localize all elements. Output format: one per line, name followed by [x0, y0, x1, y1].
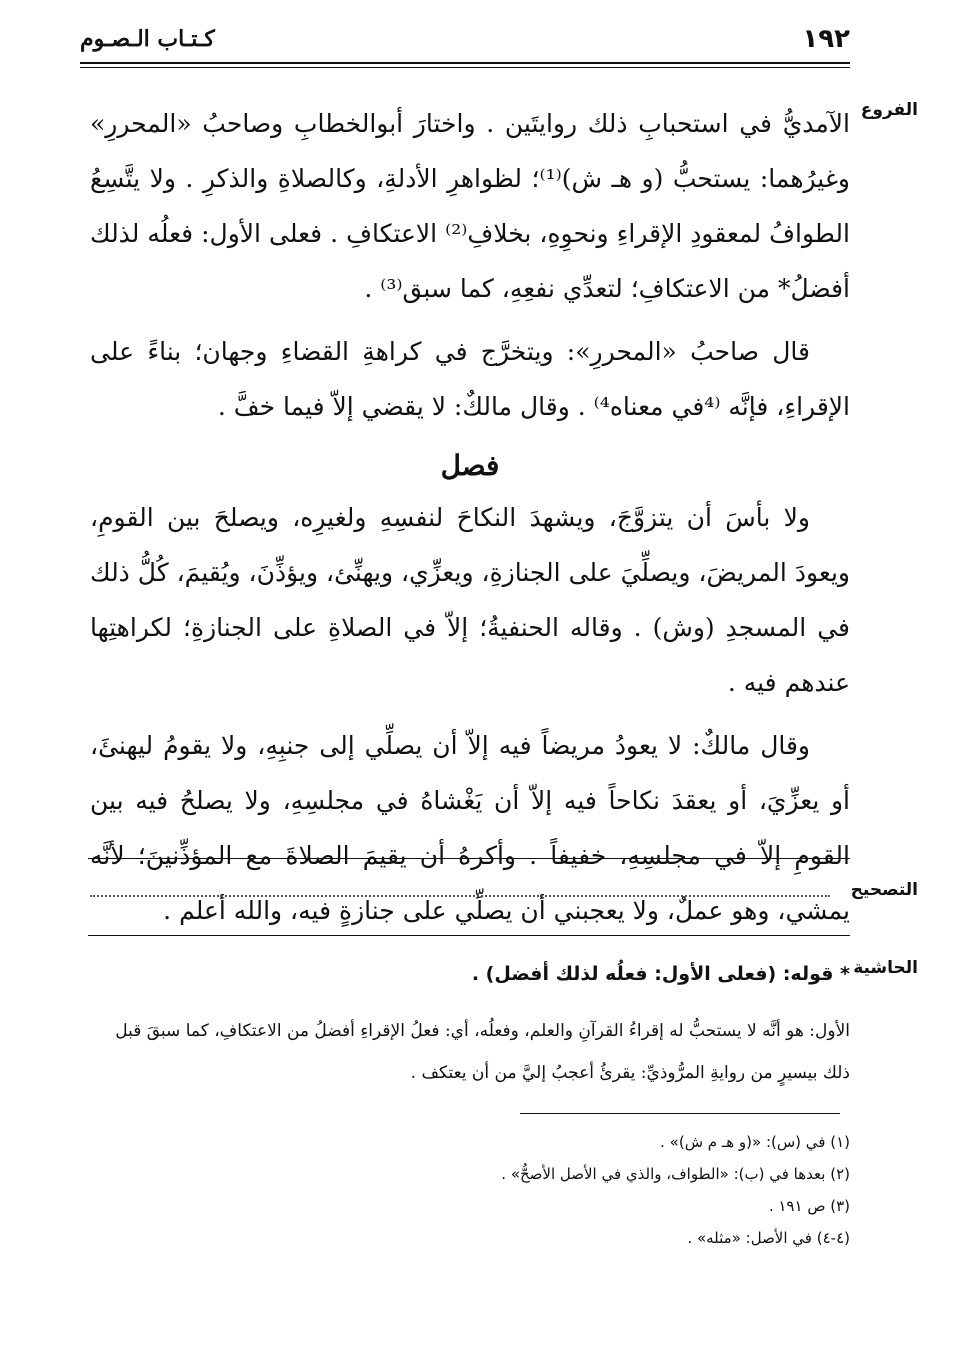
main-text: [90, 96, 850, 946]
paragraph-1: الآمديُّ في استحبابِ ذلك روايتَين . واختارَ أبوالخطابِ وصاحبُ «المحررِ» وغيرُهما: يستحبُّ (و هـ ش)⁽¹⁾؛ لظواهرِ الأدلةِ، وكالصلاةِ والذكرِ . ولا يتَّسِعُ الطوافُ لمعقودِ الإقراءِ ونحوِهِ، بخلافِ⁽²⁾ الاعتكافِ . فعلى الأول: فعلُه لذلك أفضلُ* من الاعتكافِ؛ لتعدِّي نفعِهِ، كما سبق⁽³⁾ .: [90, 109, 850, 303]
footnote-item: (١) في (س): «(و هـ م ش)» .: [660, 1133, 850, 1151]
page-header: [80, 24, 850, 56]
section-heading: فصل: [440, 449, 500, 482]
footnotes: [90, 1126, 850, 1254]
side-label-hashiya: الحاشية: [853, 958, 918, 978]
footnote-item: (٢) بعدها في (ب): «الطواف، والذي في الأصل الأصحُّ» .: [501, 1165, 850, 1183]
footnote-item: (٣) ص ١٩١ .: [768, 1197, 850, 1215]
tashih-dotted-line: [90, 895, 830, 897]
paragraph-4: وقال مالكٌ: لا يعودُ مريضاً فيه إلاّ أن يصلِّي إلى جنبِهِ، ولا يقومُ ليهنئَ، أو يعزِّيَ، أو يعقدَ نكاحاً فيه إلاّ أن يَغْشاهُ في مجلسِهِ، ولا يصلحُ فيه بين القومِ إلاّ في مجلسِهِ، خفيفاً . وأكرهُ أن يقيمَ الصلاةَ مع المؤذِّنينَ؛ لأنَّه يمشي، وهو عملٌ، ولا يعجبني أن يصلِّي على جنازةٍ فيه، والله أعلم .: [90, 731, 850, 925]
footnote-rule: [520, 1113, 840, 1114]
running-title: كـتـاب الـصـوم: [80, 26, 215, 52]
divider-tashih-top: [88, 858, 850, 859]
paragraph-2: قال صاحبُ «المحررِ»: ويتخرَّج في كراهةِ القضاءِ وجهان؛ بناءً على الإقراءِ، فإنَّه ⁽⁴في معناه⁴⁾ . وقال مالكٌ: لا يقضي إلاّ فيما خفَّ .: [90, 337, 850, 421]
header-rule: [80, 62, 850, 64]
side-label-tashih: التصحيح: [850, 880, 918, 900]
hashiya-quote: [90, 957, 850, 991]
side-label-furu: الفروع: [860, 100, 918, 120]
divider-tashih-bottom: [88, 935, 850, 936]
page-number: ١٩٢: [802, 24, 850, 54]
footnote-item: (٤-٤) في الأصل: «مثله» .: [687, 1229, 850, 1247]
hashiya-quote-text: * قوله: (فعلى الأول: فعلُه لذلك أفضل) .: [471, 963, 850, 985]
hashiya-explanation: الأول: هو أنَّه لا يستحبُّ له إقراءُ القرآنِ والعلم، وفعلُه، أي: فعلُ الإقراءِ أفضلُ من الاعتكافِ، كما سبقَ قبل ذلك بيسيرٍ من روايةِ المرُّوذيِّ: يقرئُ أعجبُ إليَّ من أن يعتكف .: [115, 1021, 850, 1083]
header-rule-thin: [80, 67, 850, 68]
paragraph-3: ولا بأسَ أن يتزوَّجَ، ويشهدَ النكاحَ لنفسِهِ ولغيرِه، ويصلحَ بين القومِ، ويعودَ المريضَ، ويصلِّيَ على الجنازةِ، ويعزِّي، ويهنِّئ، ويؤذِّنَ، ويُقيمَ، كُلُّ ذلك في المسجدِ (وش) . وقاله الحنفيةُ؛ إلاّ في الصلاةِ على الجنازةِ؛ لكراهتِها عندهم فيه .: [90, 503, 850, 697]
